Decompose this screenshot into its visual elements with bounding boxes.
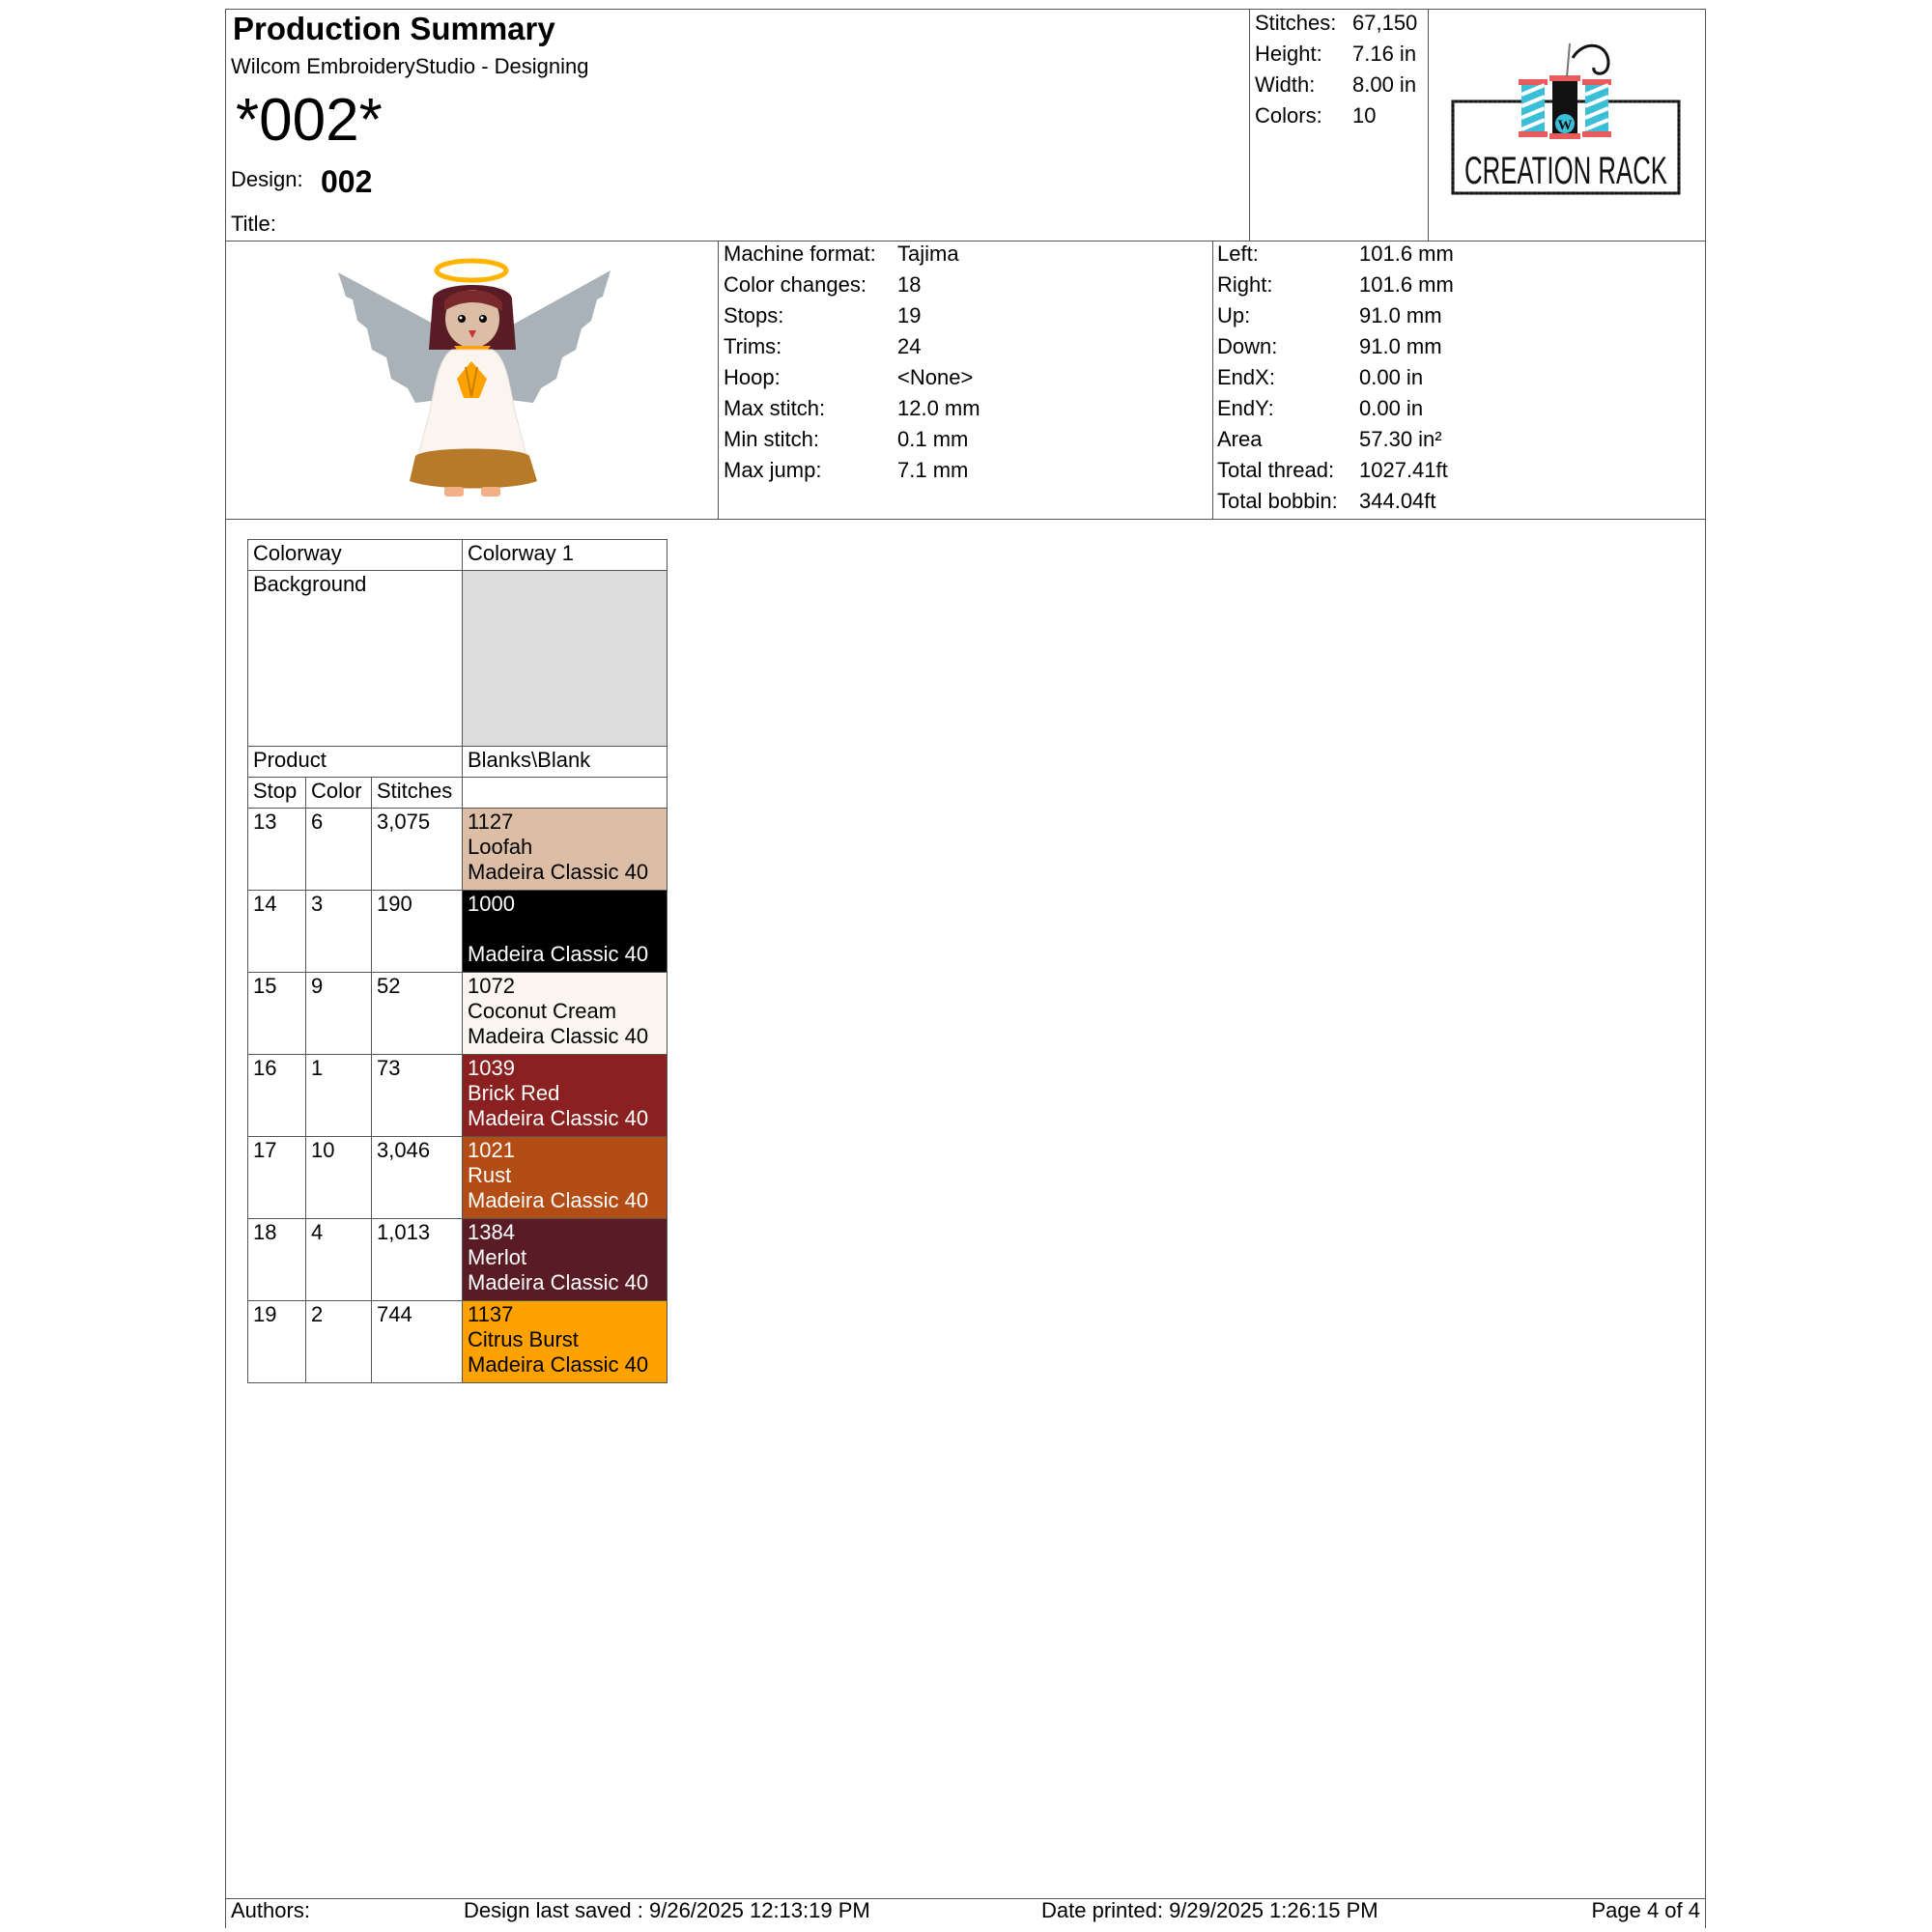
- colorway-row: [248, 540, 668, 571]
- software-name: Wilcom EmbroideryStudio - Designing: [231, 54, 589, 78]
- design-preview-image: [319, 253, 628, 504]
- thread-swatch: [463, 973, 668, 1055]
- svg-text:CREATION RACK: CREATION RACK: [1464, 150, 1668, 192]
- thread-name: Merlot: [468, 1245, 527, 1269]
- machine-field-value: <None>: [897, 365, 974, 389]
- width-label: Width:: [1255, 72, 1316, 97]
- product-label: Product: [248, 747, 463, 778]
- extent-field-value: 344.04ft: [1359, 489, 1436, 513]
- extent-field-value: 0.00 in: [1359, 396, 1424, 420]
- extent-field-label: Total thread:: [1217, 458, 1335, 482]
- extent-field-label: Down:: [1217, 334, 1278, 358]
- thread-stitches: 3,046: [372, 1137, 463, 1219]
- thread-stitches: 190: [372, 891, 463, 973]
- machine-field-label: Hoop:: [724, 365, 781, 389]
- thread-stop: 13: [248, 809, 306, 891]
- thread-code: 1072: [468, 974, 515, 998]
- thread-name: Loofah: [468, 835, 533, 859]
- design-code-barcode: *002*: [236, 87, 383, 154]
- thread-code: 1137: [468, 1302, 514, 1326]
- thread-stop: 18: [248, 1219, 306, 1301]
- thread-brand: Madeira Classic 40: [468, 1024, 649, 1048]
- machine-field-value: Tajima: [897, 242, 959, 266]
- thread-code: 1000: [468, 892, 515, 916]
- thread-brand: Madeira Classic 40: [468, 1352, 649, 1377]
- thread-row: [248, 973, 668, 1055]
- thread-stitches: 744: [372, 1301, 463, 1383]
- extent-field-label: Area: [1217, 427, 1263, 451]
- thread-swatch: [463, 1055, 668, 1137]
- extent-field-label: Right:: [1217, 272, 1273, 297]
- machine-field-label: Max stitch:: [724, 396, 826, 420]
- title-label: Title:: [231, 212, 276, 236]
- table-header-row: [248, 778, 668, 809]
- extent-field-value: 0.00 in: [1359, 365, 1424, 389]
- width-value: 8.00 in: [1352, 72, 1417, 97]
- svg-text:W: W: [1557, 118, 1573, 133]
- stitches-value: 67,150: [1352, 11, 1418, 35]
- extent-field-value: 1027.41ft: [1359, 458, 1448, 482]
- background-row: [248, 571, 668, 747]
- thread-code: 1039: [468, 1056, 515, 1080]
- thread-swatch: [463, 1301, 668, 1383]
- thread-brand: Madeira Classic 40: [468, 1106, 649, 1130]
- thread-stitches: 1,013: [372, 1219, 463, 1301]
- page-title: Production Summary: [233, 11, 555, 46]
- machine-field-label: Max jump:: [724, 458, 822, 482]
- page-number: Page 4 of 4: [1591, 1898, 1700, 1922]
- thread-swatch: [463, 1219, 668, 1301]
- thread-spools-icon: [1449, 39, 1683, 198]
- thread-stop: 19: [248, 1301, 306, 1383]
- thread-name: Coconut Cream: [468, 999, 617, 1023]
- design-value: 002: [321, 164, 373, 199]
- thread-brand: Madeira Classic 40: [468, 1270, 649, 1294]
- thread-name: Brick Red: [468, 1081, 560, 1105]
- extent-field-value: 91.0 mm: [1359, 334, 1442, 358]
- angel-illustration: [319, 253, 628, 504]
- machine-field-value: 19: [897, 303, 922, 327]
- machine-field-label: Min stitch:: [724, 427, 820, 451]
- thread-brand: Madeira Classic 40: [468, 942, 649, 966]
- colors-value: 10: [1352, 103, 1377, 128]
- thread-code: 1384: [468, 1220, 515, 1244]
- extent-field-label: EndX:: [1217, 365, 1275, 389]
- thread-code: 1021: [468, 1138, 515, 1162]
- thread-row: [248, 891, 668, 973]
- product-value: Blanks\Blank: [463, 747, 668, 778]
- thread-color: 4: [306, 1219, 372, 1301]
- thread-row: [248, 1301, 668, 1383]
- machine-field-value: 7.1 mm: [897, 458, 969, 482]
- extent-field-label: Up:: [1217, 303, 1251, 327]
- thread-color: 9: [306, 973, 372, 1055]
- thread-swatch: [463, 1137, 668, 1219]
- thread-stop: 17: [248, 1137, 306, 1219]
- extent-field-value: 57.30 in²: [1359, 427, 1442, 451]
- extent-field-label: EndY:: [1217, 396, 1274, 420]
- thread-stop: 16: [248, 1055, 306, 1137]
- thread-swatch: [463, 809, 668, 891]
- thread-color: 3: [306, 891, 372, 973]
- background-swatch: [463, 571, 668, 747]
- machine-field-value: 18: [897, 272, 922, 297]
- thread-row: [248, 809, 668, 891]
- extent-field-label: Total bobbin:: [1217, 489, 1338, 513]
- machine-field-label: Machine format:: [724, 242, 876, 266]
- thread-color: 1: [306, 1055, 372, 1137]
- machine-field-label: Color changes:: [724, 272, 867, 297]
- thread-name: [468, 917, 662, 942]
- creation-rack-logo: [1449, 39, 1683, 198]
- col-stitches-header: Stitches: [372, 778, 463, 809]
- machine-field-value: 0.1 mm: [897, 427, 969, 451]
- thread-name: Citrus Burst: [468, 1327, 579, 1351]
- stitches-label: Stitches:: [1255, 11, 1337, 35]
- col-stop-header: Stop: [248, 778, 306, 809]
- thread-color: 2: [306, 1301, 372, 1383]
- height-value: 7.16 in: [1352, 42, 1417, 66]
- thread-code: 1127: [468, 810, 514, 834]
- product-row: [248, 747, 668, 778]
- thread-stitches: 3,075: [372, 809, 463, 891]
- colorway-label: Colorway: [248, 540, 463, 571]
- thread-stop: 14: [248, 891, 306, 973]
- authors-label: Authors:: [231, 1898, 310, 1922]
- machine-field-label: Stops:: [724, 303, 784, 327]
- extent-field-value: 101.6 mm: [1359, 242, 1454, 266]
- thread-brand: Madeira Classic 40: [468, 1188, 649, 1212]
- date-printed: Date printed: 9/29/2025 1:26:15 PM: [1041, 1898, 1378, 1922]
- thread-swatch: [463, 891, 668, 973]
- design-label: Design:: [231, 167, 303, 191]
- background-label: Background: [248, 571, 463, 747]
- thread-name: Rust: [468, 1163, 512, 1187]
- thread-stitches: 73: [372, 1055, 463, 1137]
- thread-row: [248, 1055, 668, 1137]
- extent-field-value: 91.0 mm: [1359, 303, 1442, 327]
- thread-row: [248, 1219, 668, 1301]
- thread-brand: Madeira Classic 40: [468, 860, 649, 884]
- machine-field-label: Trims:: [724, 334, 782, 358]
- thread-color: 10: [306, 1137, 372, 1219]
- extent-field-value: 101.6 mm: [1359, 272, 1454, 297]
- colorway-value: Colorway 1: [463, 540, 668, 571]
- col-color-header: Color: [306, 778, 372, 809]
- machine-field-value: 12.0 mm: [897, 396, 980, 420]
- last-saved: Design last saved : 9/26/2025 12:13:19 PM: [464, 1898, 870, 1922]
- thread-row: [248, 1137, 668, 1219]
- height-label: Height:: [1255, 42, 1322, 66]
- colors-label: Colors:: [1255, 103, 1322, 128]
- thread-color: 6: [306, 809, 372, 891]
- thread-stop: 15: [248, 973, 306, 1055]
- extent-field-label: Left:: [1217, 242, 1259, 266]
- thread-stitches: 52: [372, 973, 463, 1055]
- machine-field-value: 24: [897, 334, 922, 358]
- col-thread-header: [463, 778, 668, 809]
- colorway-table: [247, 539, 668, 1383]
